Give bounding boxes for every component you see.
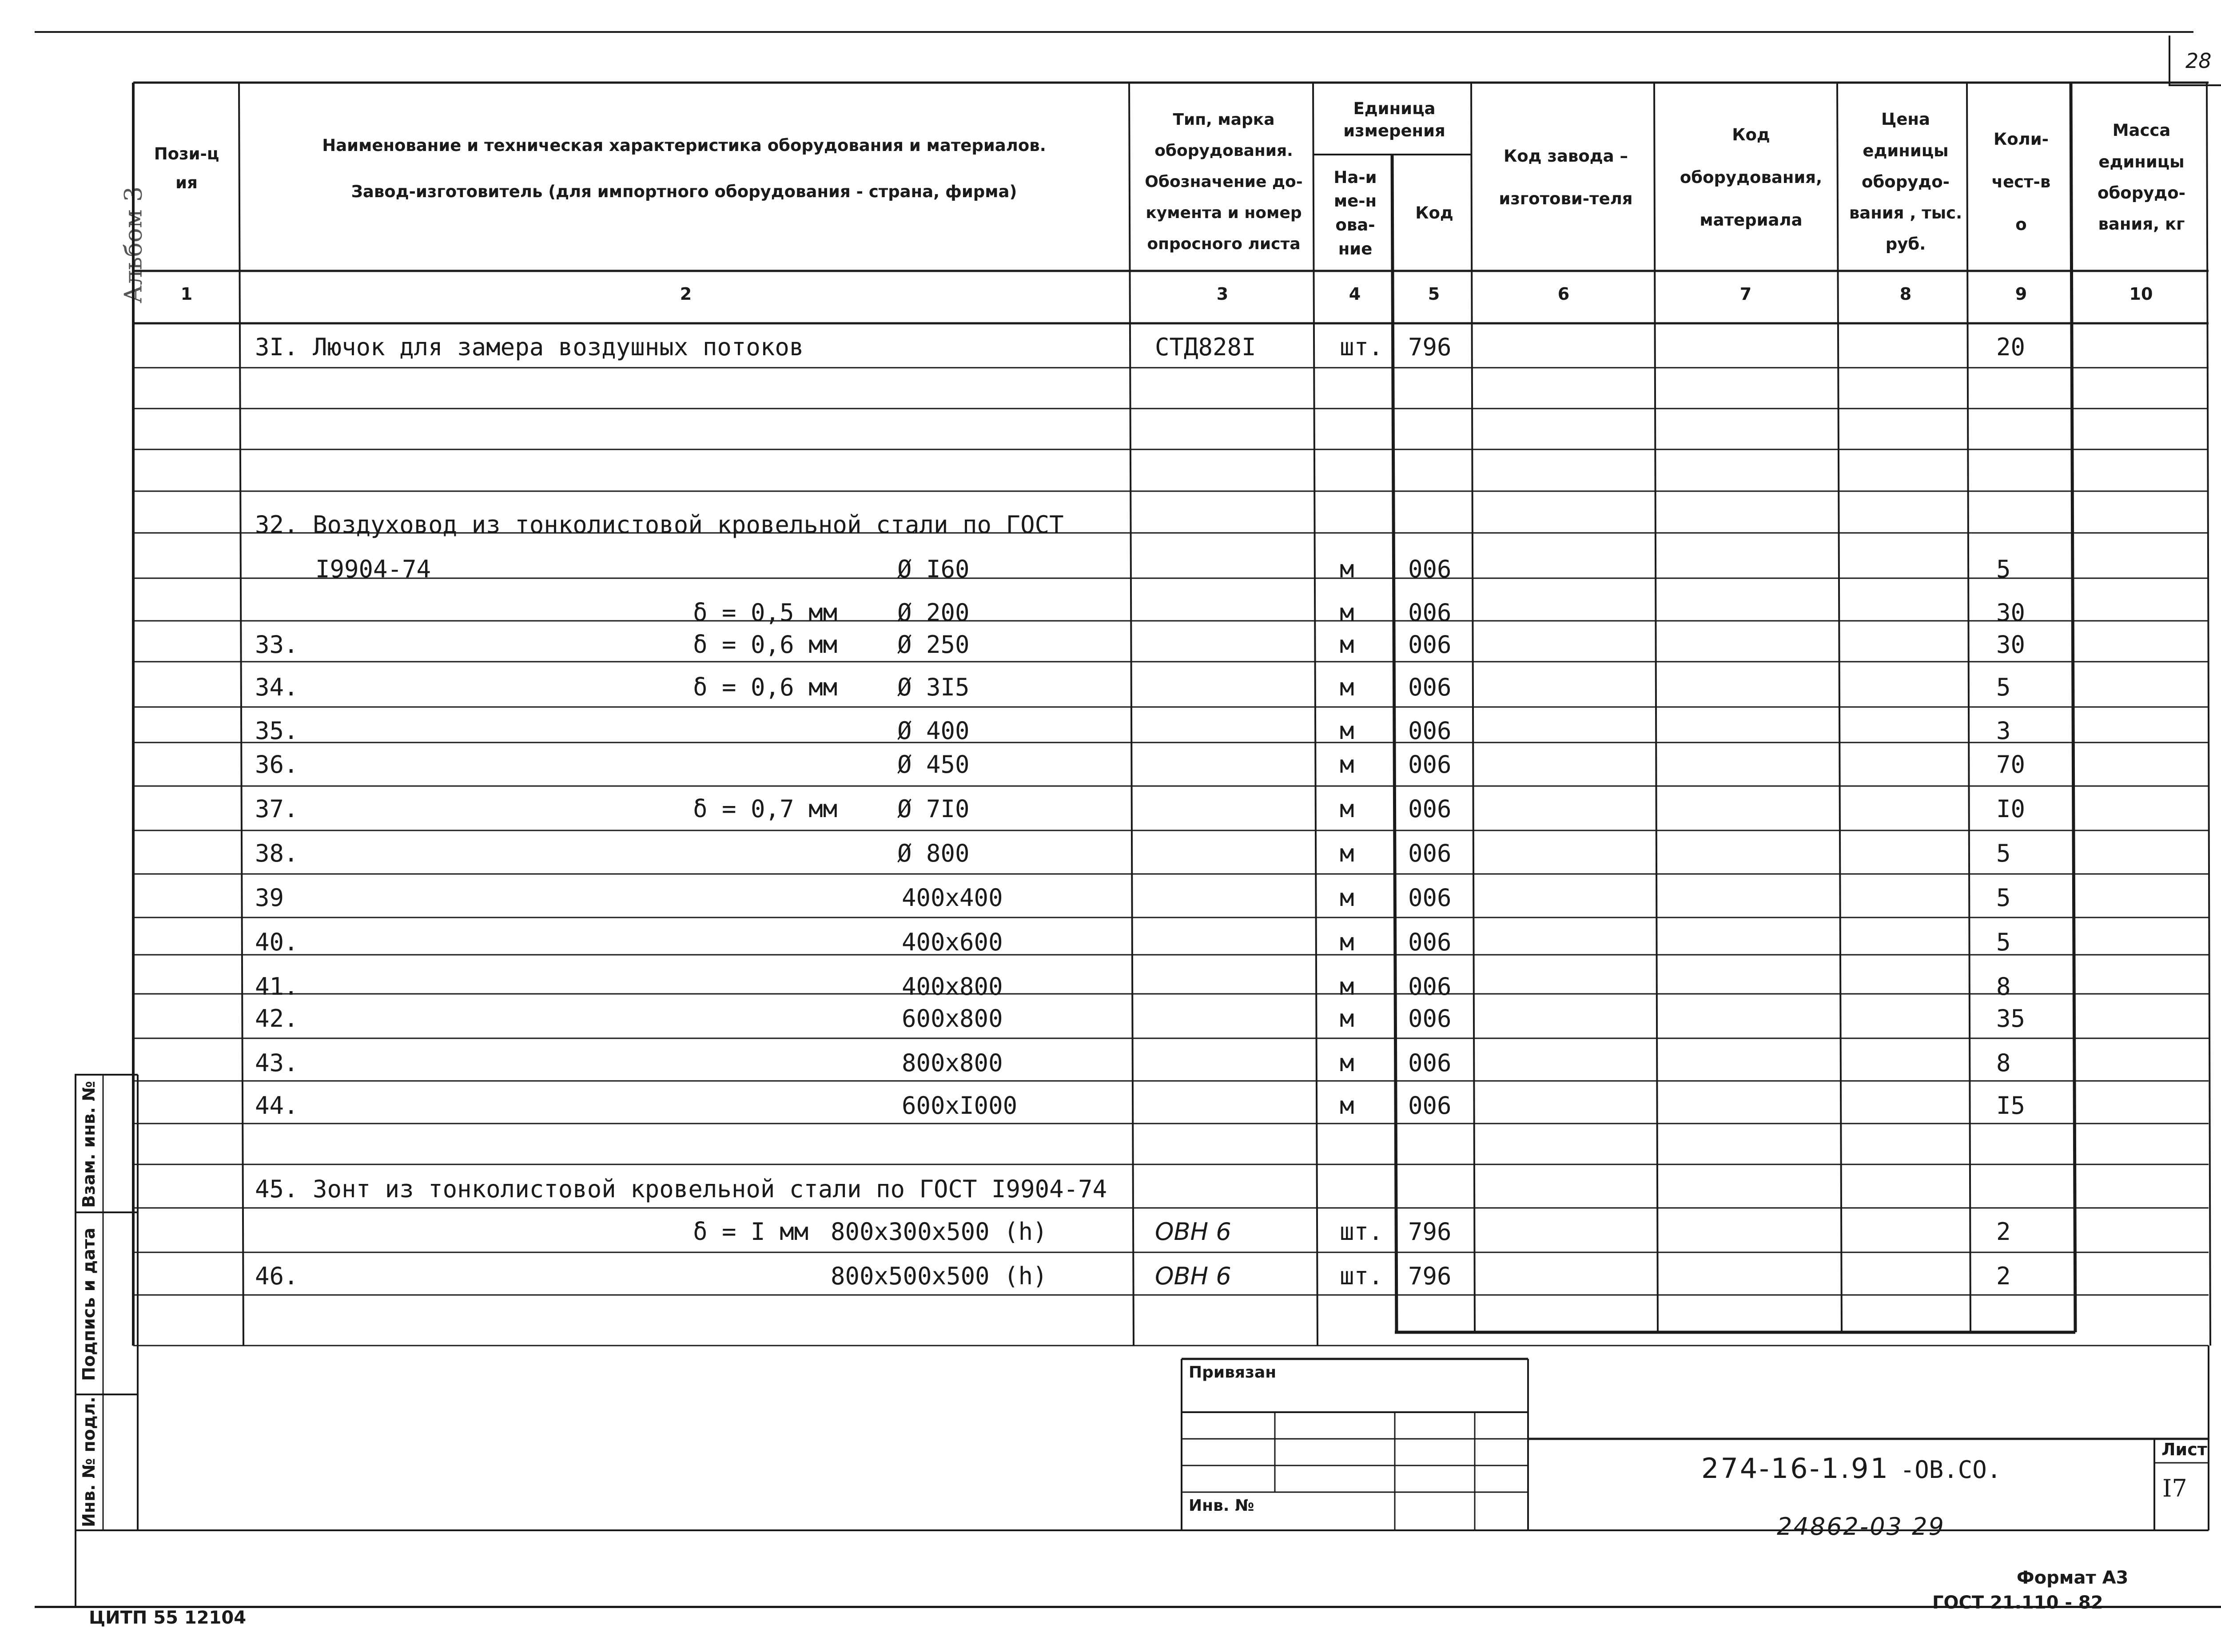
row-delta: δ = 0,6 мм (693, 631, 838, 659)
table-row (0, 599, 2221, 630)
album-label: Альбом 3 (119, 186, 147, 304)
table-row (0, 717, 2221, 748)
row-name: 3I. Лючок для замера воздушных потоков (255, 333, 804, 361)
row-unit-code: 006 (1408, 599, 1452, 627)
row-unit: м (1340, 1092, 1354, 1120)
row-quantity: 3 (1996, 717, 2011, 745)
header-name: Наименование и техническая характеристика оборудования и материалов. Завод-изготовитель (для импортного оборудования - страна, фирма) (322, 136, 1046, 201)
row-unit: м (1340, 673, 1354, 701)
row-name: 39 (255, 884, 284, 912)
header-unit-code: Код (1415, 203, 1453, 222)
row-dimension: Ø 450 (897, 751, 970, 778)
row-type: СТД828I (1155, 333, 1256, 361)
row-quantity: 2 (1996, 1218, 2011, 1246)
column-number: 7 (1739, 284, 1752, 304)
row-unit: м (1340, 1049, 1354, 1077)
row-delta: δ = 0,7 мм (693, 795, 838, 823)
row-unit-code: 006 (1408, 717, 1452, 745)
header-position: Пози-ция (154, 144, 219, 192)
row-name: 32. Воздуховод из тонколистовой кровельной стали по ГОСТ (255, 511, 1064, 539)
row-dimension: 800x500x500 (h) (831, 1262, 1047, 1290)
row-quantity: 35 (1996, 1005, 2026, 1032)
row-quantity: 30 (1996, 631, 2026, 659)
row-unit: м (1340, 795, 1354, 823)
row-dimension: 400x600 (902, 928, 1003, 956)
row-name: 45. Зонт из тонколистовой кровельной стали по ГОСТ I9904-74 (255, 1175, 1107, 1203)
row-unit-code: 006 (1408, 1092, 1452, 1120)
table-row (0, 751, 2221, 782)
row-unit: шт. (1340, 333, 1383, 361)
side-stamp-inv-podl: Инв. № подл. (79, 1396, 99, 1528)
column-number: 6 (1557, 284, 1570, 304)
table-row (0, 928, 2221, 959)
row-unit-code: 006 (1408, 555, 1452, 583)
row-unit-code: 006 (1408, 673, 1452, 701)
stamp-inv-no: Инв. № (1189, 1497, 1254, 1515)
row-dimension: 800x300x500 (h) (831, 1218, 1047, 1246)
footer-citp: ЦИТП 55 12104 (89, 1608, 247, 1628)
side-stamp-vzam: Взам. инв. № (79, 1081, 99, 1208)
row-unit-code: 006 (1408, 973, 1452, 1001)
row-quantity: 8 (1996, 1049, 2011, 1077)
header-quantity: Коли-чест-во (1991, 129, 2051, 234)
row-unit-code: 006 (1408, 795, 1452, 823)
row-unit-code: 006 (1408, 1005, 1452, 1032)
table-row (0, 1005, 2221, 1036)
table-row (0, 1218, 2221, 1249)
header-factory-code: Код завода – изготови-теля (1499, 146, 1633, 208)
row-quantity: I5 (1996, 1092, 2026, 1120)
row-dimension: Ø I60 (897, 555, 970, 583)
row-unit: м (1340, 928, 1354, 956)
header-unit-name: На-име-нова-ние (1333, 167, 1377, 258)
row-dimension: 400x400 (902, 884, 1003, 912)
column-number: 10 (2129, 284, 2153, 304)
row-quantity: 5 (1996, 673, 2011, 701)
row-name: 34. (255, 673, 299, 701)
column-number: 2 (680, 284, 692, 304)
header-equipment-code: Код оборудования, материала (1680, 125, 1823, 230)
row-quantity: 5 (1996, 884, 2011, 912)
row-quantity: I0 (1996, 795, 2026, 823)
row-name: 35. (255, 717, 299, 745)
row-quantity: 20 (1996, 333, 2026, 361)
row-quantity: 5 (1996, 839, 2011, 867)
table-row (0, 511, 2221, 542)
row-quantity: 2 (1996, 1262, 2011, 1290)
row-unit-code: 796 (1408, 1218, 1452, 1246)
row-unit-code: 006 (1408, 839, 1452, 867)
row-dimension: Ø 250 (897, 631, 970, 659)
stamp-doc-code-main: 274-16-1.91 (1701, 1452, 1890, 1485)
column-number: 5 (1428, 284, 1440, 304)
row-quantity: 8 (1996, 973, 2011, 1001)
row-dimension: Ø 800 (897, 839, 970, 867)
row-name: 46. (255, 1262, 299, 1290)
row-unit-code: 796 (1408, 1262, 1452, 1290)
column-number: 9 (2015, 284, 2027, 304)
table-row (0, 884, 2221, 915)
table-row (0, 1049, 2221, 1080)
row-unit: м (1340, 717, 1354, 745)
row-type: ОВН 6 (1155, 1262, 1231, 1290)
column-number: 1 (180, 284, 193, 304)
row-name: 44. (255, 1092, 299, 1120)
row-quantity: 5 (1996, 555, 2011, 583)
stamp-sheet-number: I7 (2162, 1474, 2187, 1502)
row-dimension: Ø 400 (897, 717, 970, 745)
row-quantity: 5 (1996, 928, 2011, 956)
table-row (0, 555, 2221, 586)
row-unit: шт. (1340, 1218, 1383, 1246)
footer-gost: ГОСТ 21.110 - 82 (1932, 1592, 2103, 1613)
footer-format: Формат А3 (2017, 1568, 2129, 1588)
page-number: 28 (2185, 49, 2212, 73)
row-name: 37. (255, 795, 299, 823)
table-row (0, 795, 2221, 826)
row-unit: м (1340, 839, 1354, 867)
row-unit: м (1340, 973, 1354, 1001)
row-name: 40. (255, 928, 299, 956)
row-unit: м (1340, 555, 1354, 583)
stamp-doc-code-suffix: -ОВ.СО. (1900, 1456, 2002, 1484)
row-dimension: 400x800 (902, 973, 1003, 1001)
row-delta: δ = 0,5 мм (693, 599, 838, 627)
row-dimension: 800x800 (902, 1049, 1003, 1077)
stamp-privyazan: Привязан (1189, 1363, 1277, 1382)
row-name: 43. (255, 1049, 299, 1077)
table-row (0, 333, 2221, 364)
header-unit: Единица измерения (1343, 99, 1445, 140)
row-unit: м (1340, 599, 1354, 627)
row-dimension: Ø 3I5 (897, 673, 970, 701)
row-unit: м (1340, 631, 1354, 659)
row-unit-code: 796 (1408, 333, 1452, 361)
table-row (0, 1175, 2221, 1206)
column-number: 3 (1216, 284, 1229, 304)
row-name: I9904-74 (315, 555, 431, 583)
table-row (0, 1262, 2221, 1293)
row-name: 36. (255, 751, 299, 778)
row-unit: м (1340, 751, 1354, 778)
row-unit-code: 006 (1408, 928, 1452, 956)
column-number: 8 (1899, 284, 1912, 304)
row-name: 41. (255, 973, 299, 1001)
row-unit: м (1340, 884, 1354, 912)
row-type: ОВН 6 (1155, 1218, 1231, 1246)
header-type: Тип, марка оборудования. Обозначение до-кумента и номер опросного листа (1145, 110, 1303, 254)
side-stamp-podpis: Подпись и дата (79, 1227, 99, 1381)
table-row (0, 1092, 2221, 1123)
stamp-doc-code (1701, 1452, 2001, 1485)
row-unit: м (1340, 1005, 1354, 1032)
stamp-sheet-label: Лист (2161, 1440, 2207, 1459)
row-quantity: 70 (1996, 751, 2026, 778)
row-unit-code: 006 (1408, 884, 1452, 912)
row-name: 33. (255, 631, 299, 659)
table-row (0, 631, 2221, 662)
row-name: 42. (255, 1005, 299, 1032)
row-delta: δ = 0,6 мм (693, 673, 838, 701)
table-row (0, 673, 2221, 704)
row-unit-code: 006 (1408, 631, 1452, 659)
header-mass: Масса единицы оборудо-вания, кг (2098, 121, 2185, 234)
row-unit-code: 006 (1408, 1049, 1452, 1077)
row-dimension: 600x800 (902, 1005, 1003, 1032)
row-dimension: Ø 200 (897, 599, 970, 627)
row-delta: δ = I мм (693, 1218, 809, 1246)
row-dimension: Ø 7I0 (897, 795, 970, 823)
row-quantity: 30 (1996, 599, 2026, 627)
column-number: 4 (1349, 284, 1361, 304)
row-unit-code: 006 (1408, 751, 1452, 778)
row-name: 38. (255, 839, 299, 867)
row-unit: шт. (1340, 1262, 1383, 1290)
header-price: Цена единицы оборудо-вания , тыс. руб. (1849, 110, 1962, 254)
row-dimension: 600xI000 (902, 1092, 1018, 1120)
table-row (0, 973, 2221, 1004)
handwritten-archive-number: 24862-03 29 (1777, 1513, 1945, 1541)
table-row (0, 839, 2221, 870)
